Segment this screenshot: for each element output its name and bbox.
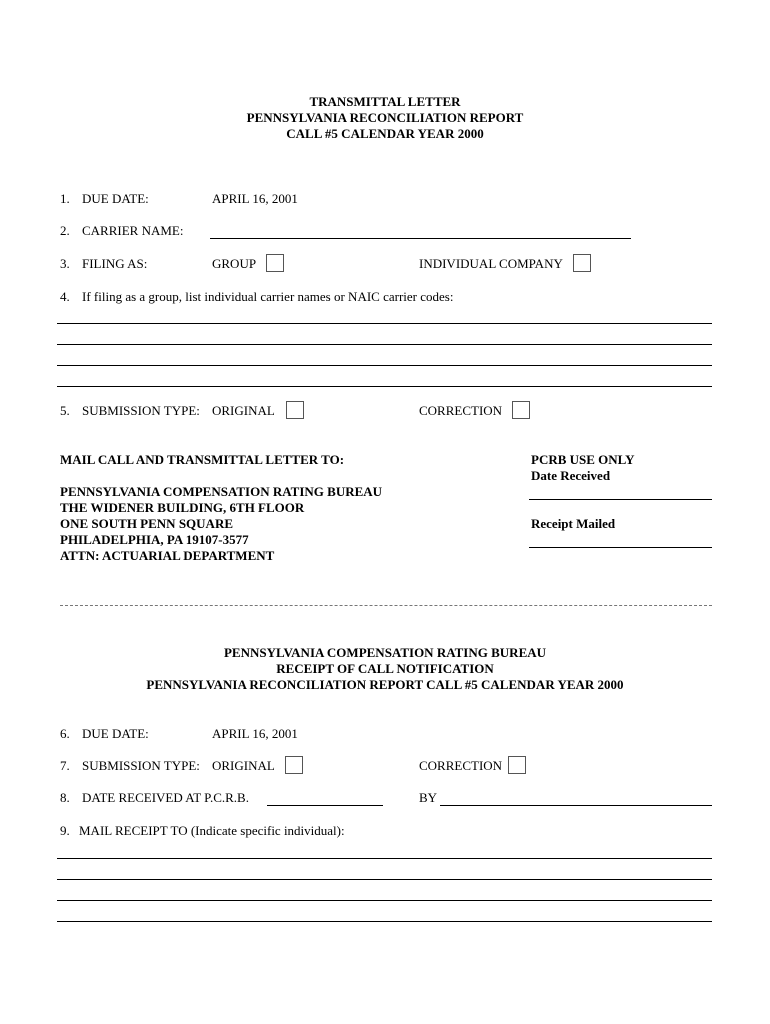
group-list-line-2[interactable] — [57, 344, 712, 345]
mail-receipt-line-4[interactable] — [57, 921, 712, 922]
address-line-2: THE WIDENER BUILDING, 6TH FLOOR — [60, 500, 305, 515]
submission-type-label: SUBMISSION TYPE: — [82, 403, 200, 418]
item-5-number: 5. — [60, 403, 70, 418]
carrier-name-label: CARRIER NAME: — [82, 223, 184, 238]
original-option-label: ORIGINAL — [212, 403, 275, 418]
individual-company-option-label: INDIVIDUAL COMPANY — [419, 256, 563, 271]
item-1-number: 1. — [60, 191, 70, 206]
address-line-5: ATTN: ACTUARIAL DEPARTMENT — [60, 548, 275, 563]
group-list-label: If filing as a group, list individual carrier names or NAIC carrier codes: — [82, 289, 454, 304]
address-line-1: PENNSYLVANIA COMPENSATION RATING BUREAU — [60, 484, 383, 499]
item-8-number: 8. — [60, 790, 70, 805]
group-checkbox[interactable] — [266, 254, 284, 272]
receipt-original-checkbox[interactable] — [285, 756, 303, 774]
item-2-number: 2. — [60, 223, 70, 238]
item-9-number: 9. — [60, 823, 70, 838]
mail-heading: MAIL CALL AND TRANSMITTAL LETTER TO: — [60, 452, 345, 467]
individual-company-checkbox[interactable] — [573, 254, 591, 272]
original-checkbox[interactable] — [286, 401, 304, 419]
address-line-3: ONE SOUTH PENN SQUARE — [60, 516, 233, 531]
title-line-1: TRANSMITTAL LETTER — [309, 94, 461, 109]
title-line-3: CALL #5 CALENDAR YEAR 2000 — [286, 126, 484, 141]
filing-as-label: FILING AS: — [82, 256, 148, 271]
receipt-submission-type-label: SUBMISSION TYPE: — [82, 758, 200, 773]
receipt-due-date-value: APRIL 16, 2001 — [212, 726, 298, 741]
mail-receipt-line-3[interactable] — [57, 900, 712, 901]
receipt-correction-option-label: CORRECTION — [419, 758, 503, 773]
receipt-mailed-field[interactable] — [529, 547, 712, 548]
item-7-number: 7. — [60, 758, 70, 773]
receipt-title-line-1: PENNSYLVANIA COMPENSATION RATING BUREAU — [223, 645, 547, 660]
correction-checkbox[interactable] — [512, 401, 530, 419]
title-line-2: PENNSYLVANIA RECONCILIATION REPORT — [246, 110, 524, 125]
receipt-due-date-label: DUE DATE: — [82, 726, 149, 741]
correction-option-label: CORRECTION — [419, 403, 503, 418]
group-list-line-1[interactable] — [57, 323, 712, 324]
due-date-value: APRIL 16, 2001 — [212, 191, 298, 206]
group-option-label: GROUP — [212, 256, 257, 271]
pcrb-use-only-heading: PCRB USE ONLY — [531, 452, 635, 467]
receipt-original-option-label: ORIGINAL — [212, 758, 275, 773]
address-line-4: PHILADELPHIA, PA 19107-3577 — [60, 532, 249, 547]
group-list-line-4[interactable] — [57, 386, 712, 387]
by-label: BY — [419, 790, 438, 805]
receipt-title-line-3: PENNSYLVANIA RECONCILIATION REPORT CALL #5 CALENDAR YEAR 2000 — [146, 677, 624, 692]
item-4-number: 4. — [60, 289, 70, 304]
pcrb-date-received-label: DATE RECEIVED AT P.C.R.B. — [82, 790, 249, 805]
receipt-correction-checkbox[interactable] — [508, 756, 526, 774]
carrier-name-field[interactable] — [210, 238, 631, 239]
item-6-number: 6. — [60, 726, 70, 741]
due-date-label: DUE DATE: — [82, 191, 149, 206]
mail-receipt-line-2[interactable] — [57, 879, 712, 880]
date-received-field[interactable] — [529, 499, 712, 500]
date-received-label: Date Received — [531, 468, 611, 483]
by-field[interactable] — [440, 805, 712, 806]
item-3-number: 3. — [60, 256, 70, 271]
receipt-title-line-2: RECEIPT OF CALL NOTIFICATION — [276, 661, 494, 676]
mail-receipt-label: MAIL RECEIPT TO (Indicate specific individual): — [79, 823, 345, 838]
receipt-mailed-label: Receipt Mailed — [531, 516, 616, 531]
cut-line-divider — [60, 605, 712, 606]
mail-receipt-line-1[interactable] — [57, 858, 712, 859]
pcrb-date-received-field[interactable] — [267, 805, 383, 806]
group-list-line-3[interactable] — [57, 365, 712, 366]
